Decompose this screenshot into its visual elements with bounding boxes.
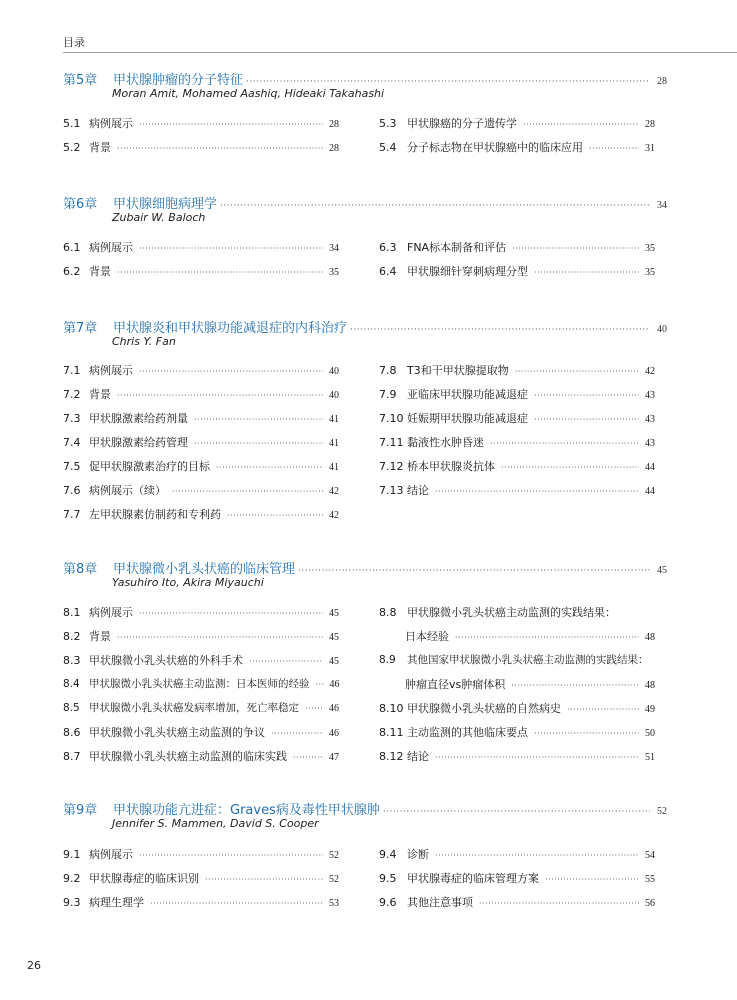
chapter-title: 甲状腺肿瘤的分子特征 <box>113 73 244 88</box>
toc-entry: 9.6 其他注意事项 ····· 56 <box>379 894 655 910</box>
toc-entry: 6.2 背景 ····· 35 <box>63 263 339 279</box>
toc-entry: 7.5 促甲状腺激素治疗的目标 ····· 41 <box>63 458 339 474</box>
chapter-authors: Moran Amit, Mohamed Aashiq, Hideaki Takahashi <box>112 87 385 100</box>
leader-dots <box>383 807 650 817</box>
chapter-5-heading <box>63 69 667 103</box>
toc-entry: 9.1 病例展示 ····· 52 <box>63 846 339 862</box>
chapter-title: 甲状腺微小乳头状癌的临床管理 <box>113 562 296 577</box>
chapter-number: 第7章 <box>63 321 98 336</box>
toc-entry: 7.12 桥本甲状腺炎抗体 ····· 44 <box>379 458 655 474</box>
chapter-page: 28 <box>657 76 667 87</box>
toc-entry: 7.4 甲状腺激素给药管理 ····· 41 <box>63 434 339 450</box>
page-number: 26 <box>27 959 41 972</box>
toc-entry: 8.12 结论 ····· 51 <box>379 748 655 764</box>
toc-entry: 7.2 背景 ····· 40 <box>63 386 339 402</box>
toc-entry: 7.7 左甲状腺素仿制药和专利药 ····· 42 <box>63 506 339 522</box>
chapter-number: 第6章 <box>63 197 98 212</box>
toc-entry-continued: 日本经验 ····· 48 <box>379 628 655 644</box>
toc-entry: 8.9 其他国家甲状腺微小乳头状癌主动监测的实践结果： <box>379 654 649 666</box>
toc-entry: 7.6 病例展示（续） ····· 42 <box>63 482 339 498</box>
toc-entry: 6.3 FNA标本制备和评估 ····· 35 <box>379 239 655 255</box>
toc-entry: 9.2 甲状腺毒症的临床识别 ····· 52 <box>63 870 339 886</box>
toc-entry: 7.10 妊娠期甲状腺功能减退症 ····· 43 <box>379 410 655 426</box>
leader-dots <box>246 77 650 87</box>
chapter-page: 45 <box>657 565 667 576</box>
chapter-authors: Chris Y. Fan <box>112 335 176 348</box>
toc-entry: 8.7 甲状腺微小乳头状癌主动监测的临床实践 ····· 47 <box>63 748 339 764</box>
toc-entry: 7.3 甲状腺激素给药剂量 ····· 41 <box>63 410 339 426</box>
chapter-6-heading <box>63 193 667 227</box>
toc-entry: 5.2 背景 ····· 28 <box>63 139 339 155</box>
leader-dots <box>350 325 650 335</box>
leader-dots <box>220 201 650 211</box>
toc-entry: 9.5 甲状腺毒症的临床管理方案 ····· 55 <box>379 870 655 886</box>
toc-entry: 6.1 病例展示 ····· 34 <box>63 239 339 255</box>
toc-entry: 6.4 甲状腺细针穿刺病理分型 ····· 35 <box>379 263 655 279</box>
chapter-8-heading <box>63 558 667 592</box>
toc-entry: 7.8 T3和干甲状腺提取物 ····· 42 <box>379 362 655 378</box>
toc-entry: 8.2 背景 ····· 45 <box>63 628 339 644</box>
toc-entry: 8.3 甲状腺微小乳头状癌的外科手术 ····· 45 <box>63 652 339 668</box>
toc-entry: 8.4 甲状腺微小乳头状癌主动监测：日本医师的经验 ····· 46 <box>63 676 339 692</box>
chapter-title: 甲状腺细胞病理学 <box>113 197 218 212</box>
chapter-authors: Yasuhiro Ito, Akira Miyauchi <box>112 576 264 589</box>
header-rule <box>63 52 737 53</box>
chapter-number: 第5章 <box>63 73 98 88</box>
chapter-7-heading <box>63 317 667 351</box>
chapter-9-heading <box>63 799 667 833</box>
chapter-authors: Jennifer S. Mammen, David S. Cooper <box>112 817 319 830</box>
toc-entry: 8.6 甲状腺微小乳头状癌主动监测的争议 ····· 46 <box>63 724 339 740</box>
leader-dots <box>298 566 650 576</box>
chapter-authors: Zubair W. Baloch <box>112 211 206 224</box>
toc-entry: 5.3 甲状腺癌的分子遗传学 ····· 28 <box>379 115 655 131</box>
toc-entry: 8.11 主动监测的其他临床要点 ····· 50 <box>379 724 655 740</box>
toc-entry: 8.1 病例展示 ····· 45 <box>63 604 339 620</box>
chapter-title: 甲状腺炎和甲状腺功能减退症的内科治疗 <box>113 321 348 336</box>
chapter-number: 第9章 <box>63 803 98 818</box>
chapter-page: 40 <box>657 324 667 335</box>
toc-entry: 7.11 黏液性水肿昏迷 ····· 43 <box>379 434 655 450</box>
chapter-page: 52 <box>657 806 667 817</box>
chapter-page: 34 <box>657 200 667 211</box>
toc-entry: 7.1 病例展示 ····· 40 <box>63 362 339 378</box>
toc-entry: 5.1 病例展示 ····· 28 <box>63 115 339 131</box>
chapter-number: 第8章 <box>63 562 98 577</box>
toc-entry: 7.9 亚临床甲状腺功能减退症 ····· 43 <box>379 386 655 402</box>
chapter-title: 甲状腺功能亢进症：Graves病及毒性甲状腺肿 <box>113 803 380 818</box>
toc-entry: 9.3 病理生理学 ····· 53 <box>63 894 339 910</box>
toc-entry: 8.5 甲状腺微小乳头状癌发病率增加，死亡率稳定 ····· 46 <box>63 700 339 716</box>
toc-entry-continued: 肿瘤直径vs肿瘤体积 ····· 48 <box>379 676 655 692</box>
toc-entry: 9.4 诊断 ····· 54 <box>379 846 655 862</box>
toc-entry: 5.4 分子标志物在甲状腺癌中的临床应用 ····· 31 <box>379 139 655 155</box>
running-header: 目录 <box>63 36 85 49</box>
toc-entry: 8.10 甲状腺微小乳头状癌的自然病史 ····· 49 <box>379 700 655 716</box>
toc-entry: 8.8 甲状腺微小乳头状癌主动监测的实践结果： <box>379 606 616 619</box>
toc-entry: 7.13 结论 ····· 44 <box>379 482 655 498</box>
